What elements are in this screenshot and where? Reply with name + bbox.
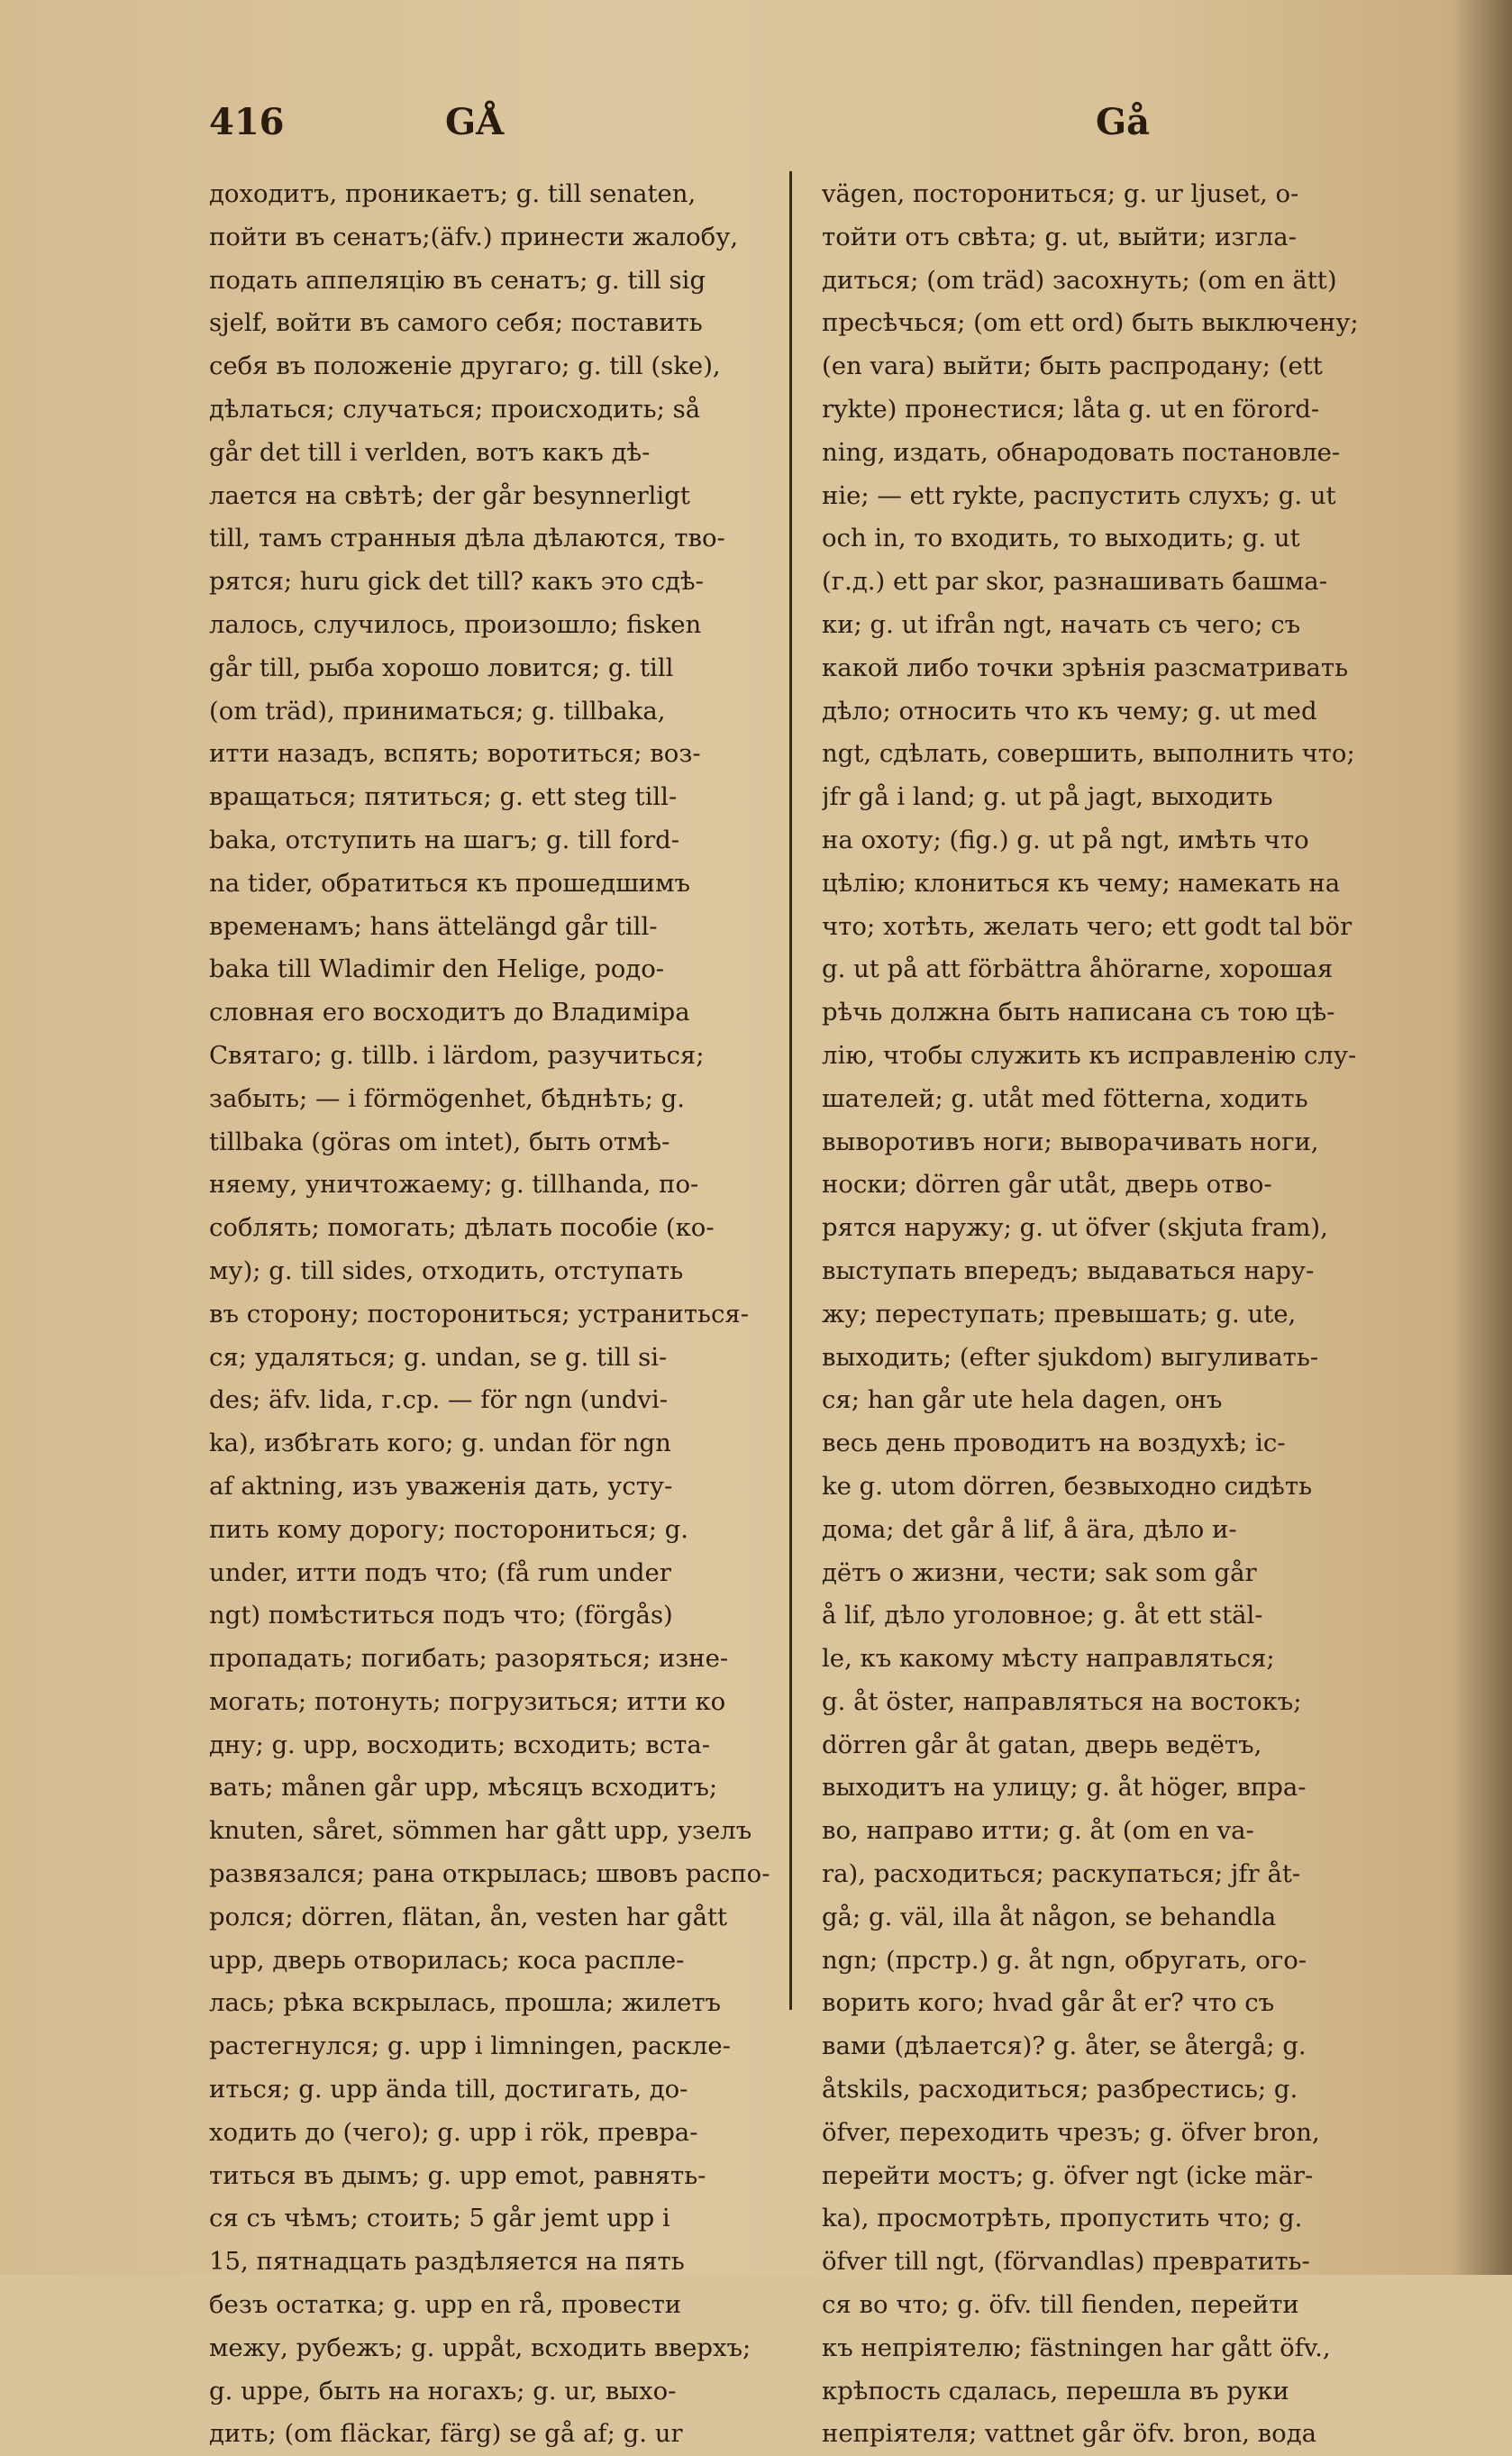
text-line: шателей; g. utåt med fötterna, ходить bbox=[822, 1083, 1308, 1113]
text-line: ся; удаляться; g. undan, se g. till si- bbox=[209, 1342, 668, 1372]
right-column-heading: Gå bbox=[1096, 101, 1151, 143]
text-line: sjelf, войти въ самого себя; поставить bbox=[209, 308, 703, 338]
text-line: носки; dörren går utåt, дверь отво- bbox=[822, 1170, 1272, 1200]
text-line: крѣпость сдалась, перешла въ руки bbox=[822, 2376, 1289, 2406]
text-line: могать; потонуть; погрузиться; итти ко bbox=[209, 1686, 726, 1716]
text-line: rykte) пронестися; låta g. ut en förord- bbox=[822, 394, 1320, 424]
text-line: вами (дѣлается)? g. åter, se återgå; g. bbox=[822, 2031, 1307, 2061]
text-line: ka), избѣгать кого; g. undan för ngn bbox=[209, 1429, 671, 1458]
left-column-heading: GÅ bbox=[445, 101, 505, 143]
text-line: knuten, såret, sömmen har gått upp, узелъ bbox=[209, 1816, 752, 1846]
text-line: och in, то входить, то выходить; g. ut bbox=[822, 524, 1300, 553]
text-line: ngt) помѣститься подъ что; (förgås) bbox=[209, 1601, 673, 1630]
text-line: пить кому дорогу; посторониться; g. bbox=[209, 1514, 689, 1544]
text-line: вать; månen går upp, мѣсяцъ всходитъ; bbox=[209, 1773, 718, 1803]
text-line: g. uppe, быть на ногахъ; g. ur, выхо- bbox=[209, 2376, 677, 2406]
text-line: af aktning, изъ уваженія дать, усту- bbox=[209, 1471, 673, 1501]
text-line: öfver, переходить чрезъ; g. öfver bron, bbox=[822, 2117, 1320, 2147]
text-line: растегнулся; g. upp i limningen, раскле- bbox=[209, 2031, 731, 2061]
text-line: ся во что; g. öfv. till fienden, перейти bbox=[822, 2290, 1299, 2320]
text-line: under, итти подъ что; (få rum under bbox=[209, 1557, 671, 1587]
text-line: 15, пятнадцать раздѣляется на пять bbox=[209, 2247, 685, 2277]
text-line: къ непріятелю; fästningen har gått öfv., bbox=[822, 2333, 1331, 2362]
text-line: рятся наружу; g. ut öfver (skjuta fram), bbox=[822, 1213, 1328, 1243]
text-line: няему, уничтожаему; g. tillhanda, по- bbox=[209, 1170, 699, 1200]
text-line: ra), расходиться; раскупаться; jfr åt- bbox=[822, 1859, 1301, 1889]
text-line: въ сторону; посторониться; устраниться- bbox=[209, 1299, 750, 1328]
text-line: tillbaka (göras om intet), быть отмѣ- bbox=[209, 1127, 670, 1156]
text-line: рятся; huru gick det till? какъ это сдѣ- bbox=[209, 567, 704, 597]
text-line: выходитъ на улицу; g. åt höger, впра- bbox=[822, 1773, 1307, 1803]
text-line: ka), просмотрѣть, пропустить что; g. bbox=[822, 2204, 1303, 2233]
text-line: le, къ какому мѣсту направляться; bbox=[822, 1644, 1275, 1674]
text-line: иться; g. upp ända till, достигать, до- bbox=[209, 2075, 688, 2104]
text-line: соблять; помогать; дѣлать пособіе (ко- bbox=[209, 1213, 715, 1243]
text-line: выходить; (efter sjukdom) выгуливать- bbox=[822, 1342, 1319, 1372]
text-line: upp, дверь отворилась; коса расплe- bbox=[209, 1945, 685, 1975]
text-line: ворить кого; hvad går åt er? что съ bbox=[822, 1988, 1275, 2018]
text-line: му); g. till sides, отходить, отступать bbox=[209, 1255, 684, 1285]
text-line: развязался; рана открылась; швовъ распо- bbox=[209, 1859, 770, 1889]
text-line: доходитъ, проникаетъ; g. till senaten, bbox=[209, 179, 697, 208]
text-line: baka, отступить на шагъ; g. till ford- bbox=[209, 825, 680, 854]
text-line: себя въ положеніе другаго; g. till (ske), bbox=[209, 352, 721, 381]
right-column bbox=[822, 173, 1406, 2456]
text-line: дну; g. upp, восходить; всходить; вста- bbox=[209, 1730, 711, 1759]
text-line: g. ut på att förbättra åhörarne, хорошая bbox=[822, 954, 1334, 984]
text-line: пропадать; погибать; разоряться; изне- bbox=[209, 1644, 729, 1674]
text-line: безъ остатка; g. upp en rå, провести bbox=[209, 2290, 682, 2320]
text-line: лію, чтобы служить къ исправленію слу- bbox=[822, 1040, 1357, 1070]
text-line: ролся; dörren, flätan, ån, vesten har gått bbox=[209, 1902, 728, 1931]
text-line: выступать впередъ; выдаваться нару- bbox=[822, 1255, 1315, 1285]
text-line: лась; рѣка вскрылась, прошла; жилетъ bbox=[209, 1988, 722, 2018]
text-line: рѣчь должна быть написана съ тою цѣ- bbox=[822, 998, 1335, 1027]
text-line: ки; g. ut ifrån ngt, начать съ чего; съ bbox=[822, 609, 1301, 639]
text-line: вращаться; пятиться; g. ett steg till- bbox=[209, 782, 678, 812]
text-line: временамъ; hans ättelängd går till- bbox=[209, 911, 658, 941]
text-line: дётъ о жизни, чести; sak som går bbox=[822, 1557, 1257, 1587]
text-line: (en vara) выйти; быть распродану; (ett bbox=[822, 352, 1323, 381]
text-line: går det till i verlden, вотъ какъ дѣ- bbox=[209, 437, 651, 467]
text-line: vägen, посторониться; g. ur ljuset, о- bbox=[822, 179, 1299, 208]
text-line: пойти въ сенатъ;(äfv.) принести жалобу, bbox=[209, 222, 739, 251]
text-line: словная его восходитъ до Владиміра bbox=[209, 998, 690, 1027]
text-line: на охоту; (fig.) g. ut på ngt, имѣть что bbox=[822, 825, 1309, 854]
text-line: ning, издать, обнародовать постановле- bbox=[822, 437, 1341, 467]
text-line: ngn; (прстр.) g. åt ngn, обругать, ого- bbox=[822, 1945, 1307, 1975]
text-line: межу, рубежъ; g. uppåt, всходить вверхъ; bbox=[209, 2333, 751, 2362]
text-line: ніе; — ett rykte, распустить слухъ; g. ut bbox=[822, 480, 1336, 510]
text-line: жу; переступать; превышать; g. ute, bbox=[822, 1299, 1297, 1328]
text-line: пресѣчься; (om ett ord) быть выключену; bbox=[822, 308, 1359, 338]
text-line: g. åt öster, направляться на востокъ; bbox=[822, 1686, 1302, 1716]
text-line: тойти отъ свѣта; g. ut, выйти; изгла- bbox=[822, 222, 1297, 251]
text-line: подать аппеляцію въ сенатъ; g. till sig bbox=[209, 265, 706, 295]
text-line: ngt, сдѣлать, совершить, выполнить что; bbox=[822, 739, 1355, 769]
text-line: весь день проводитъ на воздухѣ; ic- bbox=[822, 1429, 1286, 1458]
text-line: лается на свѣтѣ; der går besynnerligt bbox=[209, 480, 690, 510]
text-line: во, направо итти; g. åt (om en va- bbox=[822, 1816, 1254, 1846]
text-line: диться; (om träd) засохнуть; (om en ätt) bbox=[822, 265, 1337, 295]
text-line: дить; (om fläckar, färg) se gå af; g. ur bbox=[209, 2419, 683, 2449]
text-line: jfr gå i land; g. ut på jagt, выходить bbox=[822, 782, 1273, 812]
text-line: ходить до (чего); g. upp i rök, превра- bbox=[209, 2117, 698, 2147]
left-column bbox=[209, 173, 793, 2456]
text-line: des; äfv. lida, г.ср. — för ngn (undvi- bbox=[209, 1385, 669, 1415]
text-line: (om träd), приниматься; g. tillbaka, bbox=[209, 696, 666, 726]
text-line: na tider, обратиться къ прошедшимъ bbox=[209, 868, 690, 898]
text-line: Святаго; g. tillb. i lärdom, разучиться; bbox=[209, 1040, 705, 1070]
column-divider bbox=[789, 171, 792, 2010]
text-line: till, тамъ странныя дѣла дѣлаются, тво- bbox=[209, 524, 725, 553]
text-line: дома; det går å lif, å ära, дѣло и- bbox=[822, 1514, 1237, 1544]
text-line: ke g. utom dörren, безвыходно сидѣть bbox=[822, 1471, 1313, 1501]
text-line: дѣлаться; случаться; происходить; så bbox=[209, 394, 701, 424]
text-line: перейти мостъ; g. öfver ngt (icke mär- bbox=[822, 2160, 1314, 2190]
text-line: цѣлію; клониться къ чему; намекать на bbox=[822, 868, 1341, 898]
text-line: вывopотивъ ноги; выворачивать ноги, bbox=[822, 1127, 1319, 1156]
text-line: går till, рыба хорошо ловится; g. till bbox=[209, 653, 674, 682]
text-line: öfver till ngt, (förvandlas) превратить- bbox=[822, 2247, 1310, 2277]
page-header bbox=[209, 101, 1398, 155]
text-line: å lif, дѣло уголовное; g. åt ett stäl- bbox=[822, 1601, 1263, 1630]
text-line: (г.д.) ett par skor, разнашивать башма- bbox=[822, 567, 1327, 597]
text-line: непріятеля; vattnet går öfv. bron, вода bbox=[822, 2419, 1317, 2449]
text-line: дѣло; относить что къ чему; g. ut med bbox=[822, 696, 1317, 726]
text-line: какой либо точки зрѣнія разсматривать bbox=[822, 653, 1349, 682]
text-line: что; хотѣть, желать чего; ett godt tal bör bbox=[822, 911, 1353, 941]
text-line: лалось, случилось, произошло; fisken bbox=[209, 609, 702, 639]
text-line: gå; g. väl, illa åt någon, se behandla bbox=[822, 1902, 1277, 1931]
text-line: титься въ дымъ; g. upp emot, равнять- bbox=[209, 2160, 706, 2190]
page-number: 416 bbox=[209, 101, 285, 143]
text-line: ся съ чѣмъ; стоить; 5 går jemt upp i bbox=[209, 2204, 670, 2233]
text-line: забыть; — i förmögenhet, бѣднѣть; g. bbox=[209, 1083, 685, 1113]
text-line: ся; han går ute hela dagen, онъ bbox=[822, 1385, 1223, 1415]
text-line: åtskils, расходиться; разбрестись; g. bbox=[822, 2075, 1298, 2104]
text-line: dörren går åt gatan, дверь ведётъ, bbox=[822, 1730, 1262, 1759]
text-line: baka till Wladimir den Helige, родо- bbox=[209, 954, 665, 984]
text-line: итти назадъ, вспять; воротиться; воз- bbox=[209, 739, 701, 769]
